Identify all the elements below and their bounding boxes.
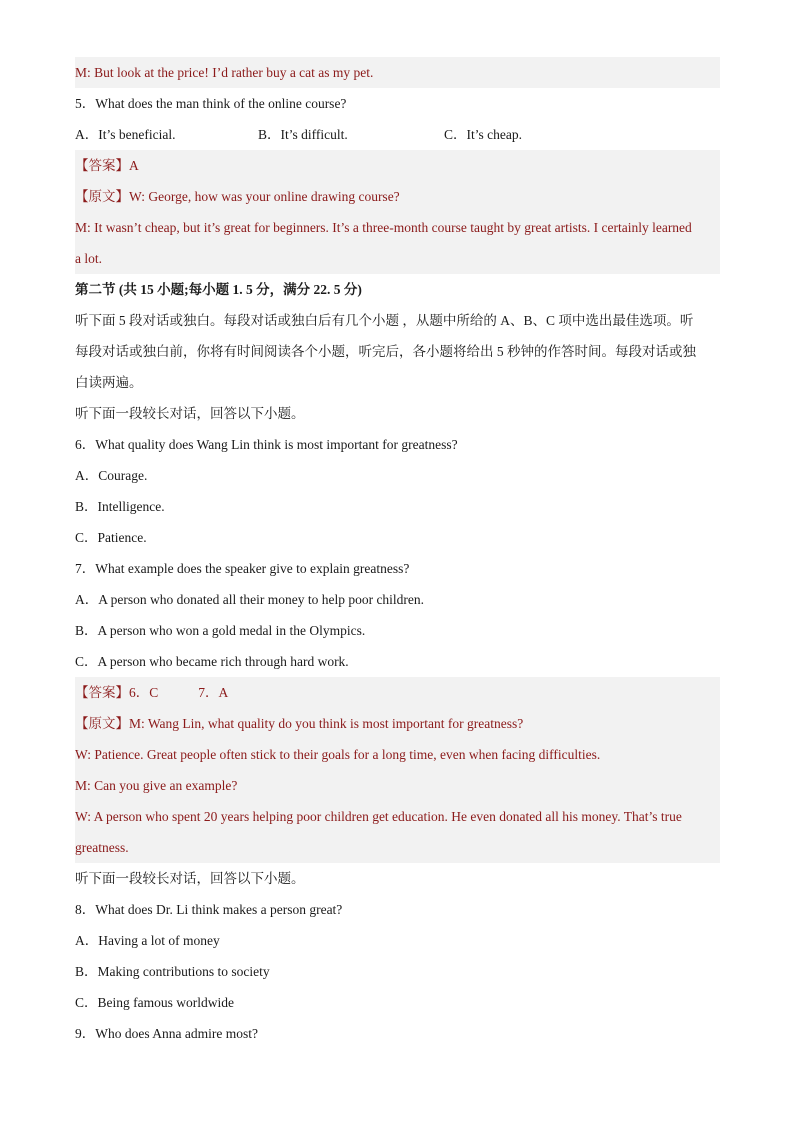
option-c: C．It’s cheap. bbox=[444, 127, 522, 142]
question-5: 5．What does the man think of the online course? bbox=[75, 96, 347, 111]
answer-tag: 【答案】 bbox=[75, 158, 129, 173]
option-c: C．A person who became rich through hard work. bbox=[75, 654, 349, 669]
transcript-line: M: But look at the price! I’d rather buy a cat as my pet. bbox=[75, 57, 720, 88]
question-9: 9．Who does Anna admire most? bbox=[75, 1026, 258, 1041]
instructions-line: 听下面 5 段对话或独白。每段对话或独白后有几个小题 ，从题中所给的 A、B、C 项中选出最佳选项。听 bbox=[75, 313, 694, 328]
option-c: C．Patience. bbox=[75, 530, 147, 545]
option-a: A．Having a lot of money bbox=[75, 933, 220, 948]
option-b: B．Making contributions to society bbox=[75, 964, 270, 979]
transcript-line: M: Can you give an example? bbox=[75, 770, 720, 801]
question-8: 8．What does Dr. Li think makes a person great? bbox=[75, 902, 343, 917]
option-b: B．A person who won a gold medal in the Olympics. bbox=[75, 623, 366, 638]
answer-5 bbox=[75, 150, 720, 181]
original-tag: 【原文】 bbox=[75, 189, 129, 204]
option-a: A．A person who donated all their money to help poor children. bbox=[75, 592, 425, 607]
original-text-5 bbox=[75, 181, 720, 212]
option-c: C．Being famous worldwide bbox=[75, 995, 234, 1010]
option-a: A．Courage. bbox=[75, 468, 148, 483]
answer-6: 6．C bbox=[129, 685, 159, 700]
document-content bbox=[75, 57, 720, 1049]
question-5-options bbox=[75, 119, 720, 150]
instructions-line: 白读两遍。 bbox=[75, 375, 143, 390]
transcript-line: W: A person who spent 20 years helping poor children get education. He even donated all his money. That’s true bbox=[75, 801, 720, 832]
transcript-line: W: Patience. Great people often stick to their goals for a long time, even when facing difficulties. bbox=[75, 739, 720, 770]
section-heading: 第二节 (共 15 小题;每小题 1. 5 分，满分 22. 5 分) bbox=[75, 282, 362, 297]
option-b: B．Intelligence. bbox=[75, 499, 165, 514]
transcript-line: a lot. bbox=[75, 243, 720, 274]
answer-value: A bbox=[129, 158, 139, 173]
question-7: 7．What example does the speaker give to explain greatness? bbox=[75, 561, 410, 576]
instructions-line: 每段对话或独白前，你将有时间阅读各个小题，听完后，各小题将给出 5 秒钟的作答时间。每段对话或独 bbox=[75, 344, 696, 359]
original-tag: 【原文】 bbox=[75, 716, 129, 731]
listening-prompt: 听下面一段较长对话，回答以下小题。 bbox=[75, 871, 305, 886]
original-value: M: Wang Lin, what quality do you think is most important for greatness? bbox=[129, 716, 524, 731]
answer-7: 7．A bbox=[198, 685, 229, 700]
listening-prompt: 听下面一段较长对话，回答以下小题。 bbox=[75, 406, 305, 421]
answer-6-7 bbox=[75, 677, 720, 708]
answer-tag: 【答案】 bbox=[75, 685, 129, 700]
original-value: W: George, how was your online drawing course? bbox=[129, 189, 400, 204]
original-text-6-7 bbox=[75, 708, 720, 739]
transcript-line: greatness. bbox=[75, 832, 720, 863]
transcript-line: M: It wasn’t cheap, but it’s great for beginners. It’s a three-month course taught by great artists. I certainly learned bbox=[75, 212, 720, 243]
question-6: 6．What quality does Wang Lin think is most important for greatness? bbox=[75, 437, 458, 452]
option-a: A．It’s beneficial. bbox=[75, 127, 176, 142]
option-b: B．It’s difficult. bbox=[258, 127, 348, 142]
